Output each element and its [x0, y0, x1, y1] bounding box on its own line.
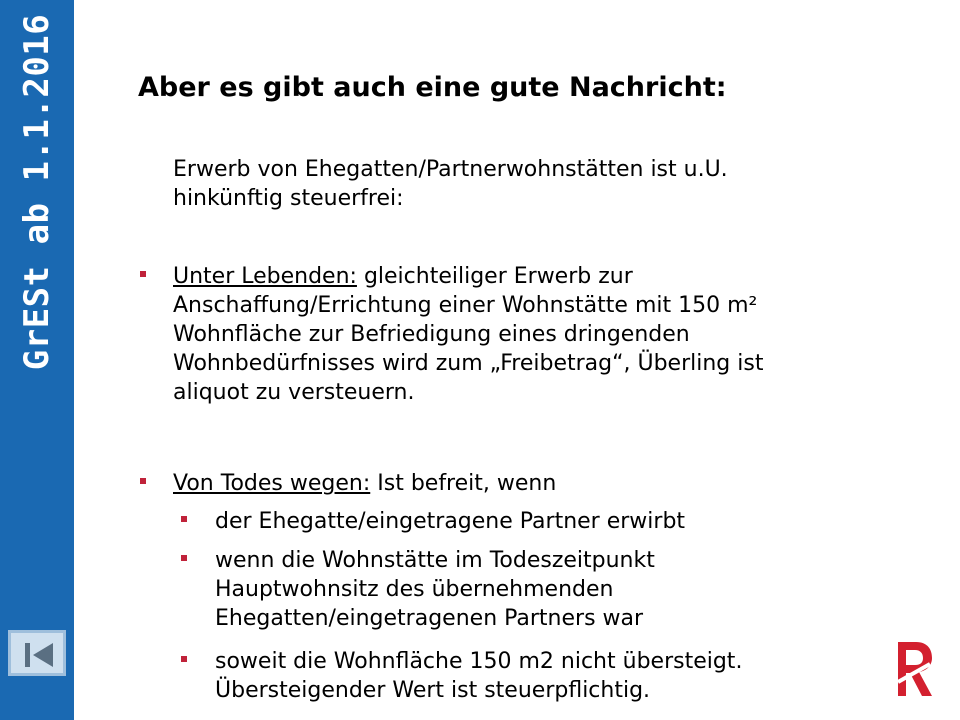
- bullet-label: Unter Lebenden:: [173, 264, 357, 289]
- bullet-label: Von Todes wegen:: [173, 471, 371, 496]
- bullet-marker: [140, 271, 146, 277]
- subbullet-item: [215, 647, 915, 705]
- subbullet-text: Übersteigender Wert ist steuerpflichtig.: [215, 678, 651, 703]
- intro-line: hinkünftig steuerfrei:: [173, 186, 404, 211]
- first-slide-button[interactable]: [8, 630, 66, 676]
- bullet-text: Ist befreit, wenn: [370, 471, 557, 496]
- bullet-text: Wohnbedürfnisses wird zum „Freibetrag“, Überling ist: [173, 351, 764, 376]
- bullet-unter-lebenden: [173, 262, 933, 407]
- sidebar: [0, 0, 74, 720]
- intro-text: [173, 155, 893, 213]
- vertical-title: GrESt ab 1.1.2016: [17, 13, 57, 371]
- bullet-marker: [140, 478, 146, 484]
- skip-to-first-icon: [21, 640, 59, 670]
- bullet-text: Wohnfläche zur Befriedigung eines dringenden: [173, 322, 690, 347]
- subbullet-marker: [181, 656, 187, 662]
- subbullet-marker: [181, 516, 187, 522]
- slide-title: Aber es gibt auch eine gute Nachricht:: [138, 72, 727, 103]
- subbullet-text: Hauptwohnsitz des übernehmenden: [215, 577, 614, 602]
- subbullet-text: der Ehegatte/eingetragene Partner erwirbt: [215, 509, 686, 534]
- bullet-text: Anschaffung/Errichtung einer Wohnstätte mit 150 m²: [173, 293, 758, 318]
- subbullet-text: Ehegatten/eingetragenen Partners war: [215, 606, 644, 631]
- subbullet-item: [215, 507, 915, 536]
- bullet-text: gleichteiliger Erwerb zur: [356, 264, 633, 289]
- subbullet-text: soweit die Wohnfläche 150 m2 nicht übersteigt.: [215, 649, 743, 674]
- r-logo-icon: [892, 638, 936, 700]
- subbullet-marker: [181, 555, 187, 561]
- intro-line: Erwerb von Ehegatten/Partnerwohnstätten ist u.U.: [173, 157, 728, 182]
- bullet-von-todes-wegen: [173, 469, 933, 498]
- bullet-text: aliquot zu versteuern.: [173, 380, 415, 405]
- subbullet-item: [215, 546, 915, 633]
- subbullet-text: wenn die Wohnstätte im Todeszeitpunkt: [215, 548, 655, 573]
